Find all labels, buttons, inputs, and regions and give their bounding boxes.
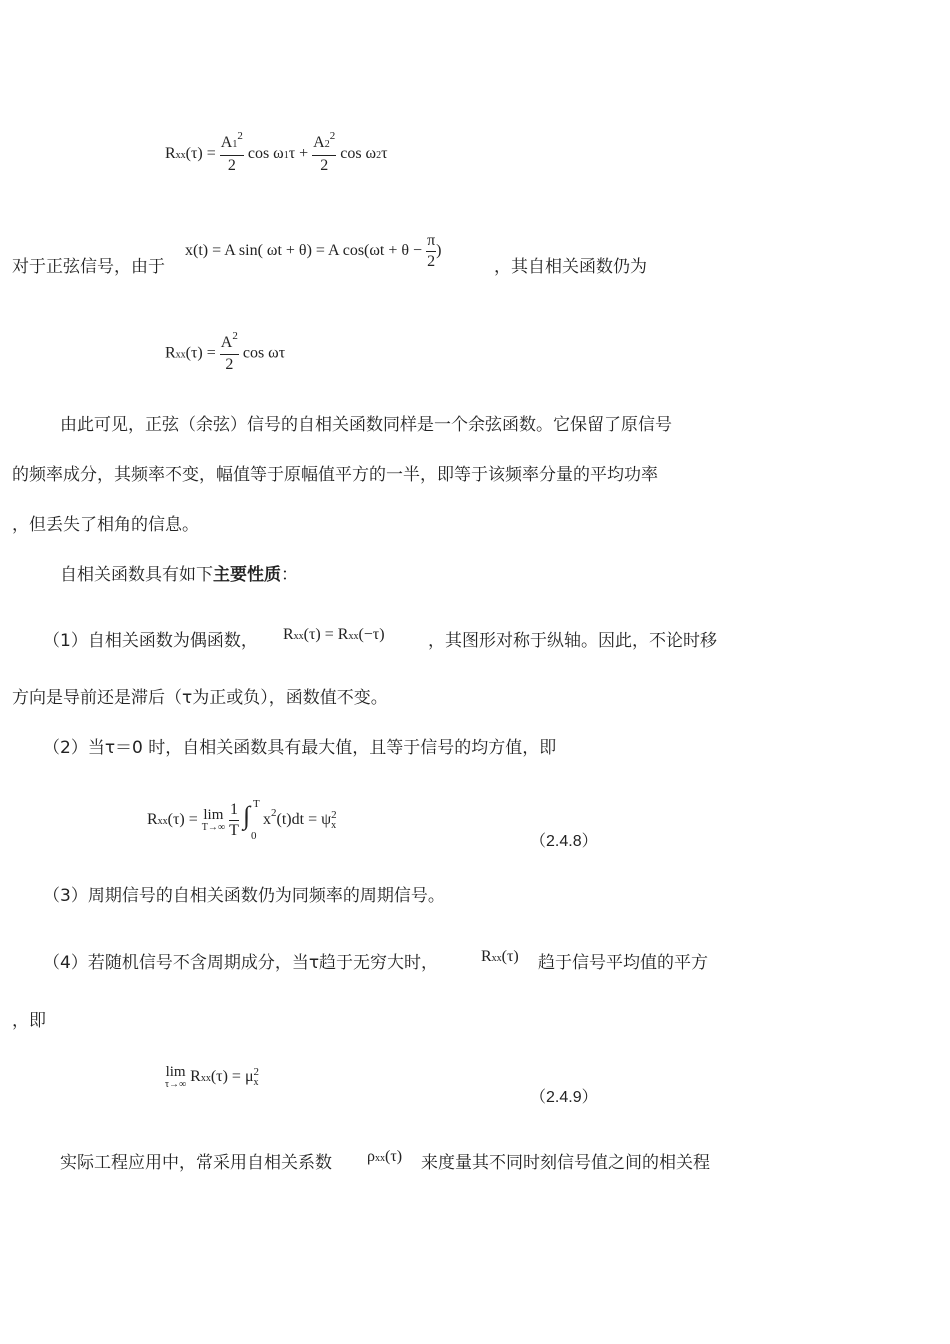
subscript: 1 [283,150,289,162]
sine-prefix-text: 对于正弦信号，由于 [12,257,165,277]
subscript: 2 [324,139,330,150]
item-4-suffix: 趋于信号平均值的平方 [538,953,708,973]
symbol: (τ) = [167,811,198,829]
lim-label: lim [165,1064,186,1080]
symbol: cos ωτ [242,344,286,362]
lim-label: lim [203,807,224,823]
mu-scripts [254,1067,260,1088]
formula-sine-identity [185,231,441,272]
fraction [220,130,244,176]
formula-rho-inline [367,1149,402,1165]
formula-autocorrelation-cosine [165,330,286,375]
item-3: （3）周期信号的自相关函数仍为同频率的周期信号。 [43,886,445,906]
equation-number: （2.4.8） [530,833,598,850]
fraction [229,800,239,841]
subscript: xx [175,150,186,162]
item-1-line2: 方向是导前还是滞后（τ为正或负），函数值不变。 [12,688,388,708]
denominator: 2 [320,157,329,174]
paragraph-line: 的频率成分，其频率不变，幅值等于原幅值平方的一半，即等于该频率分量的平均功率 [12,465,658,485]
denominator: 2 [225,356,234,373]
lim-subscript: τ→∞ [165,1079,187,1090]
symbol: x [263,811,272,829]
superscript: 2 [271,807,277,820]
symbol: A [313,134,325,151]
subscript: xx [157,816,168,828]
formula-limit-mean [165,1065,259,1090]
subscript: 2 [376,150,382,162]
bold-text: 主要性质 [213,565,281,585]
fraction [312,130,336,176]
denominator: T [229,822,239,839]
integral [243,797,260,842]
item-2: （2）当τ＝0 时，自相关函数具有最大值，且等于信号的均方值，即 [43,738,557,758]
equation-number: （2.4.9） [530,1089,598,1106]
symbol: (τ) [384,1148,403,1165]
symbol: τ [381,145,388,163]
superscript: 2 [232,330,238,342]
subscript: xx [200,1073,211,1085]
symbol: (t)dt = ψ [276,811,332,829]
formula-autocorrelation-sum [165,130,388,176]
item-1-prefix: （1）自相关函数为偶函数， [43,631,258,651]
numerator: π [426,231,436,252]
subscript: xx [293,631,304,642]
symbol: x(t) = A sin( ωt + θ) = A cos(ωt + θ − [185,242,423,260]
denominator: 2 [427,253,436,270]
symbol: R [165,344,176,362]
symbol: cos ω [340,145,377,163]
symbol: (τ) = μ [210,1068,254,1086]
superscript: 2 [329,130,336,142]
symbol: ρ [367,1148,375,1165]
superscript: 2 [237,130,243,142]
symbol: cos ω [247,145,284,163]
subscript: x [253,1077,259,1088]
p3-prefix: 实际工程应用中，常采用自相关系数 [60,1153,332,1173]
integral-sign: ∫ [243,800,251,830]
symbol: (τ) = [185,145,216,163]
item-4-prefix: （4）若随机信号不含周期成分，当τ趋于无穷大时， [43,953,439,973]
limit [202,808,225,833]
properties-intro [60,567,298,584]
symbol: (τ) = [185,344,216,362]
paragraph-line: 由此可见，正弦（余弦）信号的自相关函数同样是一个余弦函数。它保留了原信号 [60,415,672,435]
superscript: 2 [331,809,337,821]
symbol: (−τ) [358,626,385,643]
symbol: (τ) = R [303,626,349,643]
symbol: R [283,626,294,643]
subscript: xx [348,631,359,642]
numerator: 1 [229,800,239,821]
symbol: ) [436,242,442,260]
symbol: R [481,948,492,965]
formula-even-function [283,627,385,643]
symbol: R [190,1068,201,1086]
text: 自相关函数具有如下 [60,565,213,585]
integral-lower: 0 [251,829,257,842]
superscript: 2 [253,1066,260,1078]
symbol: A [220,134,233,151]
subscript: 1 [232,139,238,150]
subscript: xx [491,953,502,964]
formula-mean-square [147,797,337,842]
symbol: (τ) [501,948,519,965]
item-4-line2: ，即 [12,1011,46,1031]
symbol: τ + [288,145,309,163]
item-1-suffix: ，其图形对称于纵轴。因此，不论时移 [428,631,717,651]
limit [165,1065,186,1090]
psi-scripts [331,810,337,831]
text: ： [281,565,298,585]
fraction [426,231,436,272]
symbol: R [147,811,158,829]
subscript: xx [374,1153,385,1164]
formula-rxx-inline [481,949,519,965]
p3-suffix: 来度量其不同时刻信号值之间的相关程 [421,1153,710,1173]
lim-subscript: T→∞ [201,822,226,833]
sine-suffix-text: ，其自相关函数仍为 [494,257,647,277]
paragraph-line: ，但丢失了相角的信息。 [12,515,199,535]
symbol: A [220,334,233,351]
denominator: 2 [227,157,236,174]
integral-upper: T [253,797,260,810]
fraction [220,330,239,375]
symbol: R [165,145,176,163]
subscript: x [331,820,337,831]
subscript: xx [175,349,186,361]
